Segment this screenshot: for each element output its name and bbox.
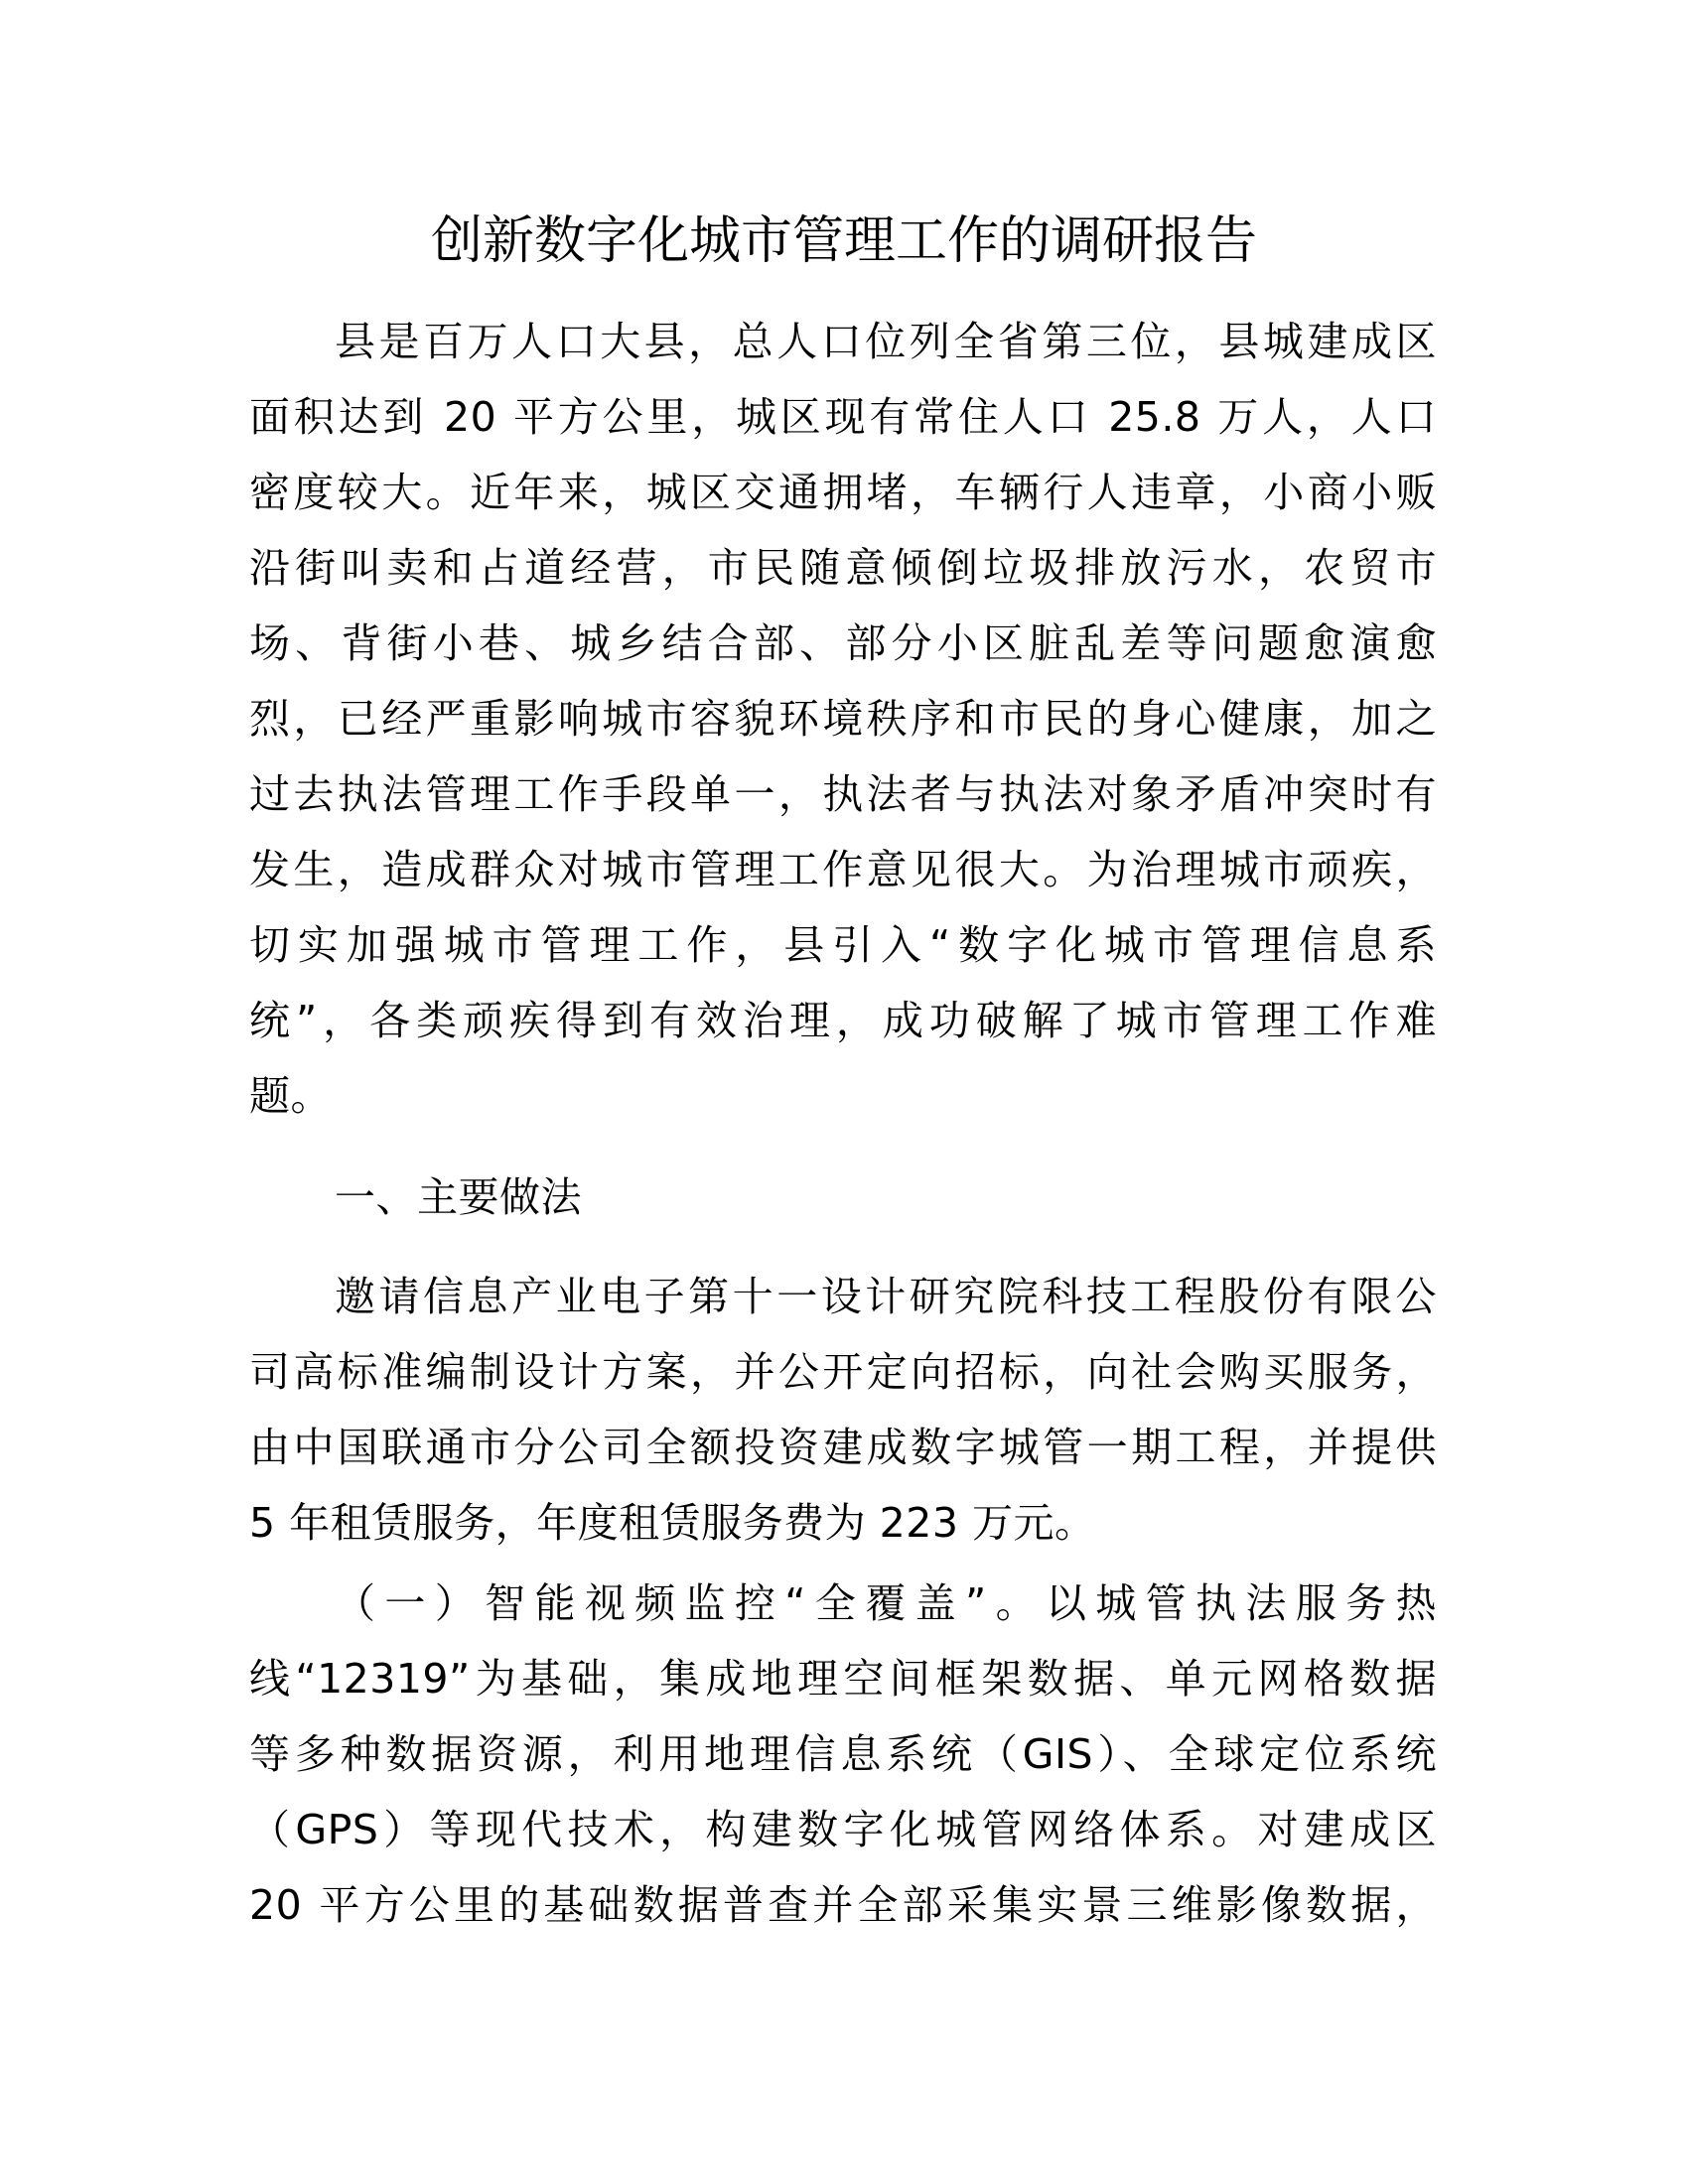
- text-line: 等多种数据资源，利用地理信息系统（GIS）、全球定位系统: [249, 1730, 1437, 1778]
- methods-paragraph: [249, 1259, 1437, 1561]
- text-line: （GPS）等现代技术，构建数字化城管网络体系。对建成区: [249, 1806, 1437, 1853]
- text-line: 烈，已经严重影响城市容貌环境秩序和市民的身心健康，加之: [249, 695, 1437, 743]
- video-monitoring-paragraph: [249, 1566, 1437, 1943]
- text-line: 5 年租赁服务，年度租赁服务费为 223 万元。: [249, 1499, 1096, 1547]
- section-heading-text: 一、主要做法: [335, 1173, 582, 1221]
- text-line: 过去执法管理工作手段单一，执法者与执法对象矛盾冲突时有: [249, 770, 1437, 818]
- text-line: 切实加强城市管理工作，县引入“数字化城市管理信息系: [249, 921, 1437, 969]
- document-title: 创新数字化城市管理工作的调研报告: [430, 211, 1257, 271]
- text-line: 发生，造成群众对城市管理工作意见很大。为治理城市顽疾，: [249, 846, 1437, 893]
- text-line: 密度较大。近年来，城区交通拥堵，车辆行人违章，小商小贩: [249, 469, 1437, 516]
- text-line: 统”，各类顽疾得到有效治理，成功破解了城市管理工作难: [249, 997, 1437, 1044]
- text-line: 面积达到 20 平方公里，城区现有常住人口 25.8 万人，人口: [249, 393, 1437, 441]
- text-line: 线“12319”为基础，集成地理空间框架数据、单元网格数据: [249, 1655, 1437, 1703]
- text-line: 县是百万人口大县，总人口位列全省第三位，县城建成区: [335, 318, 1437, 365]
- text-line: 邀请信息产业电子第十一设计研究院科技工程股份有限公: [335, 1273, 1437, 1320]
- text-line: 沿街叫卖和占道经营，市民随意倾倒垃圾排放污水，农贸市: [249, 544, 1437, 592]
- text-line: 场、背街小巷、城乡结合部、部分小区脏乱差等问题愈演愈: [249, 619, 1437, 667]
- text-line: 20 平方公里的基础数据普查并全部采集实景三维影像数据，: [249, 1881, 1437, 1929]
- text-line: 司高标准编制设计方案，并公开定向招标，向社会购买服务，: [249, 1348, 1437, 1396]
- text-line: 由中国联通市分公司全额投资建成数字城管一期工程，并提供: [249, 1424, 1437, 1471]
- intro-paragraph: [249, 304, 1437, 1134]
- text-line: （一）智能视频监控“全覆盖”。以城管执法服务热: [335, 1579, 1437, 1627]
- text-line: 题。: [249, 1072, 332, 1120]
- section-heading: [249, 1160, 1437, 1235]
